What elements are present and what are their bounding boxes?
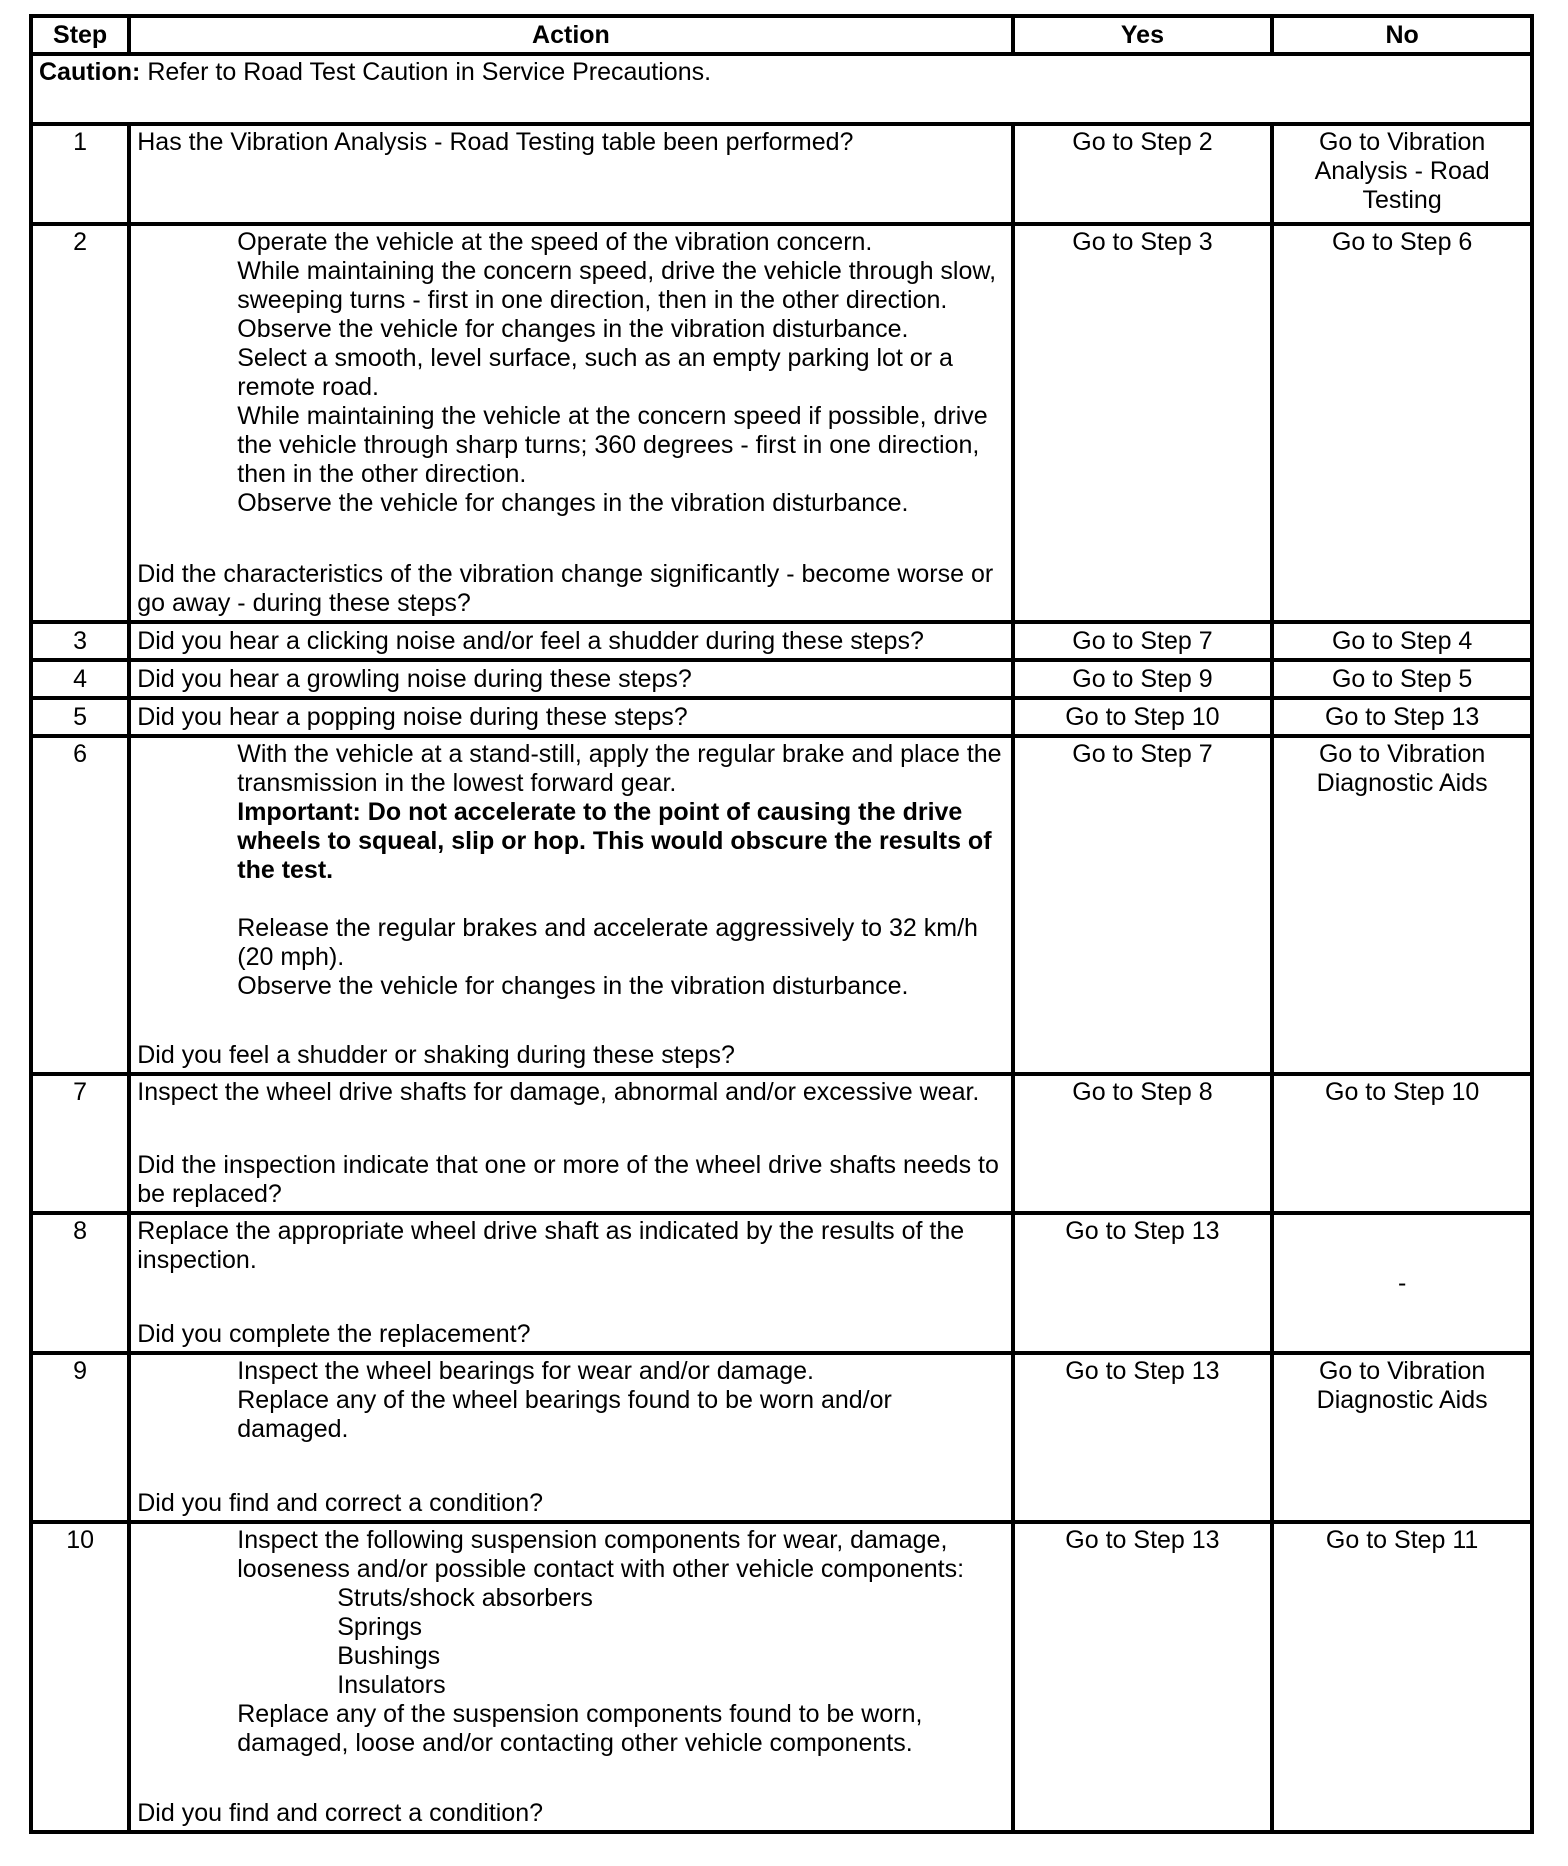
no-result: Go to Vibration Diagnostic Aids bbox=[1272, 736, 1532, 1074]
table-row bbox=[31, 1213, 1532, 1353]
action-question: Did you feel a shudder or shaking during these steps? bbox=[137, 1041, 735, 1069]
table-row bbox=[31, 1522, 1532, 1832]
no-result: Go to Step 11 bbox=[1272, 1522, 1532, 1832]
diagnostic-table-sheet bbox=[29, 14, 1534, 1834]
yes-result: Go to Step 2 bbox=[1013, 124, 1273, 224]
important-note: Important: Do not accelerate to the point of causing the drive wheels to squeal, slip or hop. This would obscure the results of the test. bbox=[237, 798, 992, 884]
yes-result: Go to Step 10 bbox=[1013, 698, 1273, 736]
header-yes: Yes bbox=[1013, 16, 1273, 54]
action-line: Observe the vehicle for changes in the vibration disturbance. bbox=[237, 489, 909, 517]
caution-label: Caution: bbox=[39, 58, 141, 86]
yes-result: Go to Step 8 bbox=[1013, 1074, 1273, 1213]
list-item: Springs bbox=[337, 1613, 423, 1641]
table-row bbox=[31, 736, 1532, 1074]
action-line: Release the regular brakes and accelerate aggressively to 32 km/h (20 mph). bbox=[237, 914, 978, 971]
action-question: Did the characteristics of the vibration change significantly - become worse or go away - during these steps? bbox=[137, 560, 994, 617]
action-text: Did you hear a clicking noise and/or feel a shudder during these steps? bbox=[129, 622, 1012, 660]
action-line: Inspect the following suspension components for wear, damage, looseness and/or possible contact with other vehicle components: bbox=[237, 1526, 965, 1583]
action-line: Operate the vehicle at the speed of the vibration concern. bbox=[237, 228, 873, 256]
table-row bbox=[31, 224, 1532, 622]
action-line: While maintaining the concern speed, drive the vehicle through slow, sweeping turns - first in one direction, then in the other direction. bbox=[237, 257, 997, 314]
table-row bbox=[31, 1074, 1532, 1213]
action-line: Observe the vehicle for changes in the vibration disturbance. bbox=[237, 972, 909, 1000]
list-item: Insulators bbox=[337, 1671, 446, 1699]
step-number: 2 bbox=[31, 224, 129, 622]
step-number: 3 bbox=[31, 622, 129, 660]
no-result: Go to Step 4 bbox=[1272, 622, 1532, 660]
yes-result: Go to Step 7 bbox=[1013, 736, 1273, 1074]
no-result: Go to Vibration Diagnostic Aids bbox=[1272, 1353, 1532, 1522]
no-result: Go to Vibration Analysis - Road Testing bbox=[1272, 124, 1532, 224]
action-question: Did you find and correct a condition? bbox=[137, 1799, 544, 1827]
action-line: Replace any of the suspension components found to be worn, damaged, loose and/or contacting other vehicle components. bbox=[237, 1700, 923, 1757]
action-text: Has the Vibration Analysis - Road Testing table been performed? bbox=[129, 124, 1012, 224]
step-number: 4 bbox=[31, 660, 129, 698]
step-number: 1 bbox=[31, 124, 129, 224]
step-number: 8 bbox=[31, 1213, 129, 1353]
caution-text: Refer to Road Test Caution in Service Precautions. bbox=[140, 58, 712, 86]
header-action: Action bbox=[129, 16, 1012, 54]
no-result: Go to Step 5 bbox=[1272, 660, 1532, 698]
caution-cell bbox=[31, 54, 1532, 124]
yes-result: Go to Step 3 bbox=[1013, 224, 1273, 622]
action-question: Did the inspection indicate that one or more of the wheel drive shafts needs to be replaced? bbox=[137, 1151, 999, 1208]
action-cell bbox=[129, 224, 1012, 622]
caution-row bbox=[31, 54, 1532, 124]
yes-result: Go to Step 9 bbox=[1013, 660, 1273, 698]
header-no: No bbox=[1272, 16, 1532, 54]
action-line: Replace the appropriate wheel drive shaft as indicated by the results of the inspection. bbox=[137, 1217, 965, 1274]
list-item: Bushings bbox=[337, 1642, 441, 1670]
action-cell bbox=[129, 1353, 1012, 1522]
no-result: - bbox=[1272, 1213, 1532, 1353]
step-number: 10 bbox=[31, 1522, 129, 1832]
header-row bbox=[31, 16, 1532, 54]
action-cell bbox=[129, 1522, 1012, 1832]
action-line: Inspect the wheel bearings for wear and/or damage. bbox=[237, 1357, 814, 1385]
action-question: Did you complete the replacement? bbox=[137, 1320, 531, 1348]
action-line: Select a smooth, level surface, such as an empty parking lot or a remote road. bbox=[237, 344, 953, 401]
no-result: Go to Step 10 bbox=[1272, 1074, 1532, 1213]
yes-result: Go to Step 7 bbox=[1013, 622, 1273, 660]
action-line: Inspect the wheel drive shafts for damage, abnormal and/or excessive wear. bbox=[137, 1078, 980, 1106]
action-line: With the vehicle at a stand-still, apply the regular brake and place the transmission in the lowest forward gear. bbox=[237, 740, 1002, 797]
action-question: Did you find and correct a condition? bbox=[137, 1489, 544, 1517]
table-row bbox=[31, 698, 1532, 736]
action-text: Did you hear a growling noise during these steps? bbox=[129, 660, 1012, 698]
yes-result: Go to Step 13 bbox=[1013, 1353, 1273, 1522]
list-item: Struts/shock absorbers bbox=[337, 1584, 593, 1612]
action-cell bbox=[129, 1213, 1012, 1353]
yes-result: Go to Step 13 bbox=[1013, 1522, 1273, 1832]
diagnostic-table bbox=[29, 14, 1534, 1834]
action-line: While maintaining the vehicle at the concern speed if possible, drive the vehicle through sharp turns; 360 degrees - first in one direction, then in the other direction. bbox=[237, 402, 988, 488]
yes-result: Go to Step 13 bbox=[1013, 1213, 1273, 1353]
step-number: 5 bbox=[31, 698, 129, 736]
action-cell bbox=[129, 1074, 1012, 1213]
table-row bbox=[31, 660, 1532, 698]
step-number: 9 bbox=[31, 1353, 129, 1522]
action-cell bbox=[129, 736, 1012, 1074]
header-step: Step bbox=[31, 16, 129, 54]
step-number: 6 bbox=[31, 736, 129, 1074]
action-line: Replace any of the wheel bearings found to be worn and/or damaged. bbox=[237, 1386, 892, 1443]
action-line: Observe the vehicle for changes in the vibration disturbance. bbox=[237, 315, 909, 343]
table-row bbox=[31, 622, 1532, 660]
no-result: Go to Step 6 bbox=[1272, 224, 1532, 622]
action-text: Did you hear a popping noise during these steps? bbox=[129, 698, 1012, 736]
step-number: 7 bbox=[31, 1074, 129, 1213]
no-result: Go to Step 13 bbox=[1272, 698, 1532, 736]
table-row bbox=[31, 124, 1532, 224]
table-row bbox=[31, 1353, 1532, 1522]
